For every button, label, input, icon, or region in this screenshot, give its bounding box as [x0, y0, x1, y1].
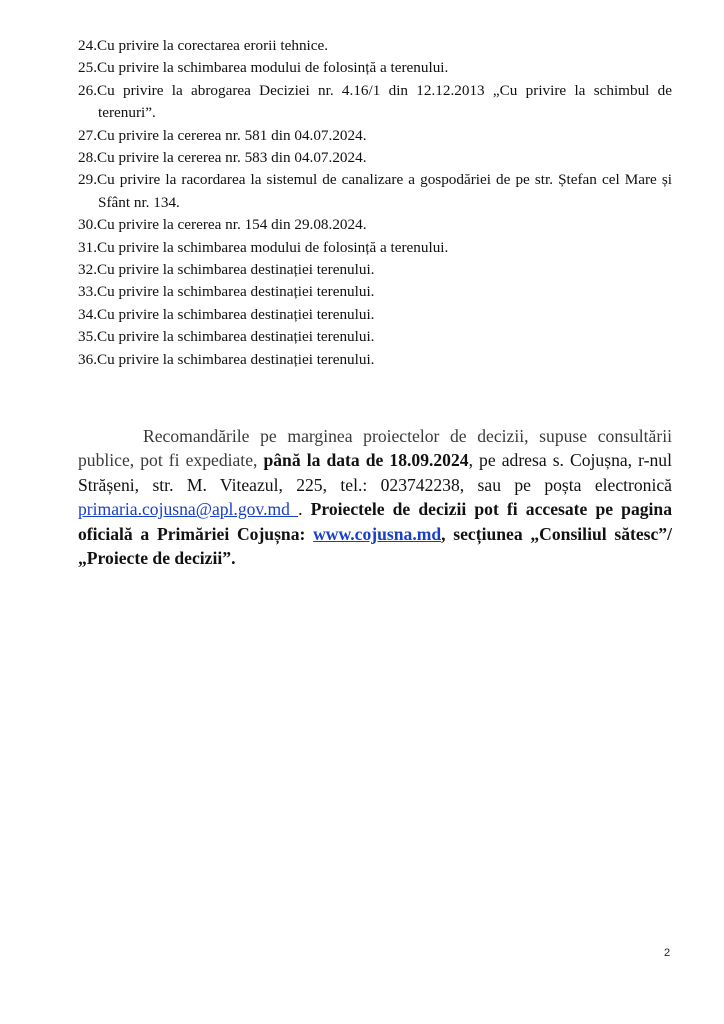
consultation-notice	[78, 424, 672, 570]
item-text: Cu privire la schimbarea destinației terenului.	[96, 350, 375, 368]
list-item	[78, 80, 672, 125]
item-number: 28.	[78, 149, 97, 167]
item-text: Cu privire la schimbarea modului de folosință a terenului.	[96, 59, 449, 77]
page-number: 2	[664, 947, 671, 959]
item-number: 29.	[78, 171, 97, 189]
item-number: 35.	[78, 328, 97, 346]
list-item	[78, 169, 672, 214]
item-text: Cu privire la cererea nr. 154 din 29.08.2024.	[96, 216, 367, 234]
item-number: 25.	[78, 59, 97, 77]
item-number: 31.	[78, 238, 97, 256]
item-number: 26.	[78, 81, 97, 99]
list-item	[78, 125, 672, 147]
list-item	[78, 57, 672, 79]
item-number: 27.	[78, 126, 97, 144]
item-number: 33.	[78, 283, 97, 301]
item-number: 30.	[78, 216, 97, 234]
notice-after-email: .	[298, 499, 311, 520]
list-item	[78, 304, 672, 326]
list-item	[78, 147, 672, 169]
notice-deadline: până la data de 18.09.2024	[263, 450, 469, 471]
item-text: Cu privire la schimbarea destinației terenului.	[96, 283, 375, 301]
item-text: Cu privire la schimbarea destinației terenului.	[96, 305, 375, 323]
list-item	[78, 326, 672, 348]
list-item	[78, 35, 672, 57]
item-number: 32.	[78, 261, 97, 279]
item-text: Cu privire la racordarea la sistemul de canalizare a gospodăriei de pe str. Ștefan cel Mare și Sfânt nr. 134.	[96, 171, 672, 211]
item-text: Cu privire la schimbarea modului de folosință a terenului.	[96, 238, 449, 256]
agenda-list	[78, 35, 672, 371]
item-text: Cu privire la cererea nr. 581 din 04.07.2024.	[96, 126, 367, 144]
list-item	[78, 259, 672, 281]
list-item	[78, 237, 672, 259]
list-item	[78, 281, 672, 303]
notice-access: Proiectele de decizii pot fi accesate pe pagina oficială a Primăriei Cojușna:	[78, 499, 673, 544]
item-number: 34.	[78, 305, 97, 323]
item-number: 36.	[78, 350, 97, 368]
notice-section: , secțiunea „Consiliul sătesc”/„Proiecte de decizii”.	[78, 523, 672, 569]
list-item	[78, 349, 672, 371]
website-link[interactable]: www.cojusna.md	[313, 523, 442, 544]
email-link[interactable]: primaria.cojusna@apl.gov.md	[78, 499, 299, 520]
item-text: Cu privire la corectarea erorii tehnice.	[96, 37, 329, 54]
item-number: 24.	[78, 37, 97, 54]
item-text: Cu privire la schimbarea destinației terenului.	[96, 328, 375, 346]
notice-address: , pe adresa s. Cojușna, r-nul Strășeni, str. M. Viteazul, 225, tel.: 023742238, sau pe poșta electronică	[78, 450, 672, 495]
list-item	[78, 214, 672, 236]
item-text: Cu privire la abrogarea Deciziei nr. 4.16/1 din 12.12.2013 „Cu privire la schimbul de terenuri”.	[96, 81, 672, 122]
item-text: Cu privire la schimbarea destinației terenului.	[96, 261, 375, 279]
notice-intro: Recomandările pe marginea proiectelor de decizii, supuse consultării publice, pot fi expediate,	[78, 426, 672, 471]
item-text: Cu privire la cererea nr. 583 din 04.07.2024.	[96, 149, 367, 167]
